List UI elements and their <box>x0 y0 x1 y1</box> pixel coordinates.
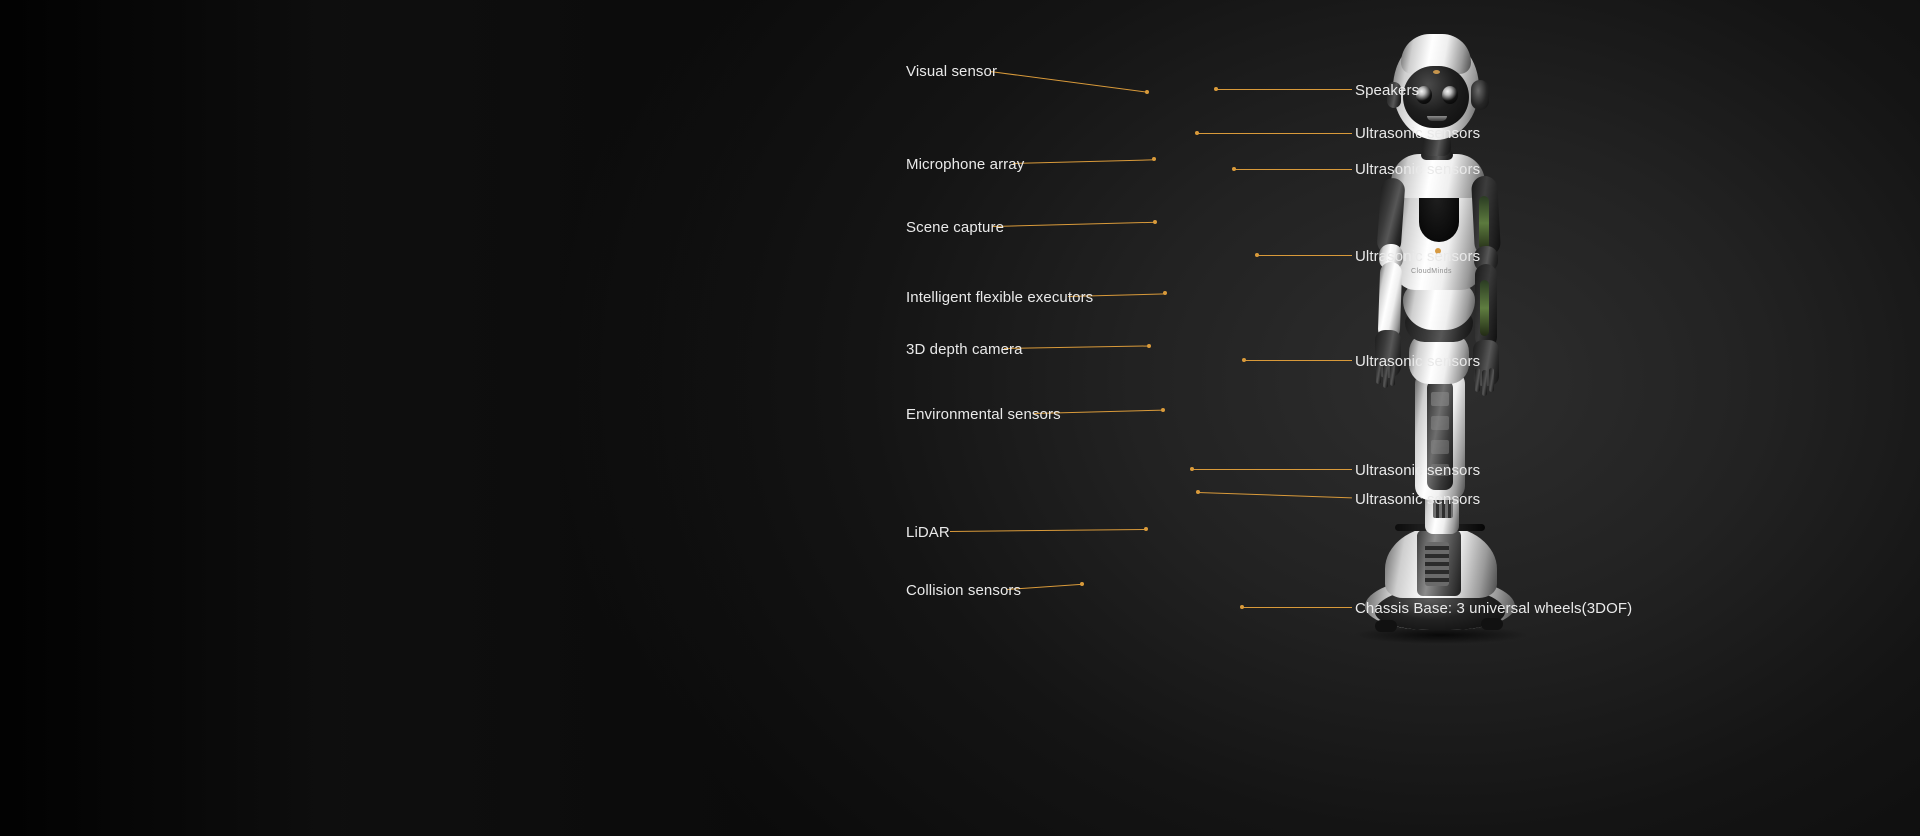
leader-dot-intelligent-flexible-executors <box>1163 291 1167 295</box>
annotation-microphone-array: Microphone array <box>906 156 1025 173</box>
right-speaker <box>1471 80 1489 110</box>
column-slot <box>1431 392 1449 406</box>
right-finger <box>1482 370 1487 396</box>
leader-dot-scene-capture <box>1153 220 1157 224</box>
leader-line-ultrasonic-sensors-1 <box>1198 133 1352 134</box>
robot-illustration <box>1275 30 1595 640</box>
leader-line-ultrasonic-sensors-3 <box>1258 255 1352 256</box>
annotation-ultrasonic-sensors-2: Ultrasonic sensors <box>1355 161 1481 178</box>
leader-line-lidar <box>950 529 1147 532</box>
leader-dot-collision-sensors <box>1080 582 1084 586</box>
left-forearm <box>1378 262 1403 341</box>
leader-line-speakers <box>1217 89 1352 90</box>
leader-dot-chassis-base <box>1240 605 1244 609</box>
leader-line-ultrasonic-sensors-4 <box>1245 360 1352 361</box>
leader-dot-ultrasonic-sensors-1 <box>1195 131 1199 135</box>
leader-dot-ultrasonic-sensors-6 <box>1196 490 1200 494</box>
leader-dot-ultrasonic-sensors-4 <box>1242 358 1246 362</box>
leader-dot-ultrasonic-sensors-3 <box>1255 253 1259 257</box>
leader-line-ultrasonic-sensors-2 <box>1235 169 1352 170</box>
right-finger <box>1475 368 1480 392</box>
leader-line-visual-sensor <box>990 71 1147 93</box>
brand-text: CloudMinds <box>1411 268 1452 275</box>
leader-dot-3d-depth-camera <box>1147 344 1151 348</box>
column-slot <box>1431 416 1449 430</box>
annotation-3d-depth-camera: 3D depth camera <box>906 341 1023 358</box>
leader-line-scene-capture <box>993 222 1156 227</box>
annotation-intelligent-flexible-executors: Intelligent flexible executors <box>906 289 1094 306</box>
annotation-ultrasonic-sensors-4: Ultrasonic sensors <box>1355 353 1481 370</box>
annotation-ultrasonic-sensors-5: Ultrasonic sensors <box>1355 462 1481 479</box>
annotation-ultrasonic-sensors-3: Ultrasonic sensors <box>1355 248 1481 265</box>
leader-dot-microphone-array <box>1152 157 1156 161</box>
leader-line-3d-depth-camera <box>1004 345 1150 349</box>
annotation-speakers: Speakers <box>1355 82 1420 99</box>
annotation-ultrasonic-sensors-6: Ultrasonic sensors <box>1355 491 1481 508</box>
universal-wheel-left <box>1375 620 1397 632</box>
leader-line-ultrasonic-sensors-5 <box>1193 469 1352 470</box>
leader-dot-ultrasonic-sensors-5 <box>1190 467 1194 471</box>
leader-dot-lidar <box>1144 527 1148 531</box>
annotation-scene-capture: Scene capture <box>906 219 1005 236</box>
annotation-environmental-sensors: Environmental sensors <box>906 406 1061 423</box>
right-eye-camera <box>1442 86 1458 104</box>
annotation-lidar: LiDAR <box>906 524 950 541</box>
visual-sensor-light <box>1433 70 1440 74</box>
leader-dot-speakers <box>1214 87 1218 91</box>
annotation-visual-sensor: Visual sensor <box>906 63 998 80</box>
chassis-core-fins <box>1425 542 1449 586</box>
right-finger <box>1489 368 1494 392</box>
leader-dot-ultrasonic-sensors-2 <box>1232 167 1236 171</box>
column-slot <box>1431 440 1449 454</box>
annotation-collision-sensors: Collision sensors <box>906 582 1022 599</box>
right-forearm-internals <box>1480 280 1489 336</box>
leader-dot-visual-sensor <box>1145 90 1149 94</box>
right-upper-arm-internals <box>1479 196 1489 250</box>
leader-dot-environmental-sensors <box>1161 408 1165 412</box>
universal-wheel-right <box>1481 618 1503 630</box>
leader-line-microphone-array <box>1013 159 1155 164</box>
mouth <box>1427 116 1447 121</box>
leader-line-chassis-base <box>1243 607 1352 608</box>
annotation-chassis-base: Chassis Base: 3 universal wheels(3DOF) <box>1355 600 1633 617</box>
annotation-ultrasonic-sensors-1: Ultrasonic sensors <box>1355 125 1481 142</box>
